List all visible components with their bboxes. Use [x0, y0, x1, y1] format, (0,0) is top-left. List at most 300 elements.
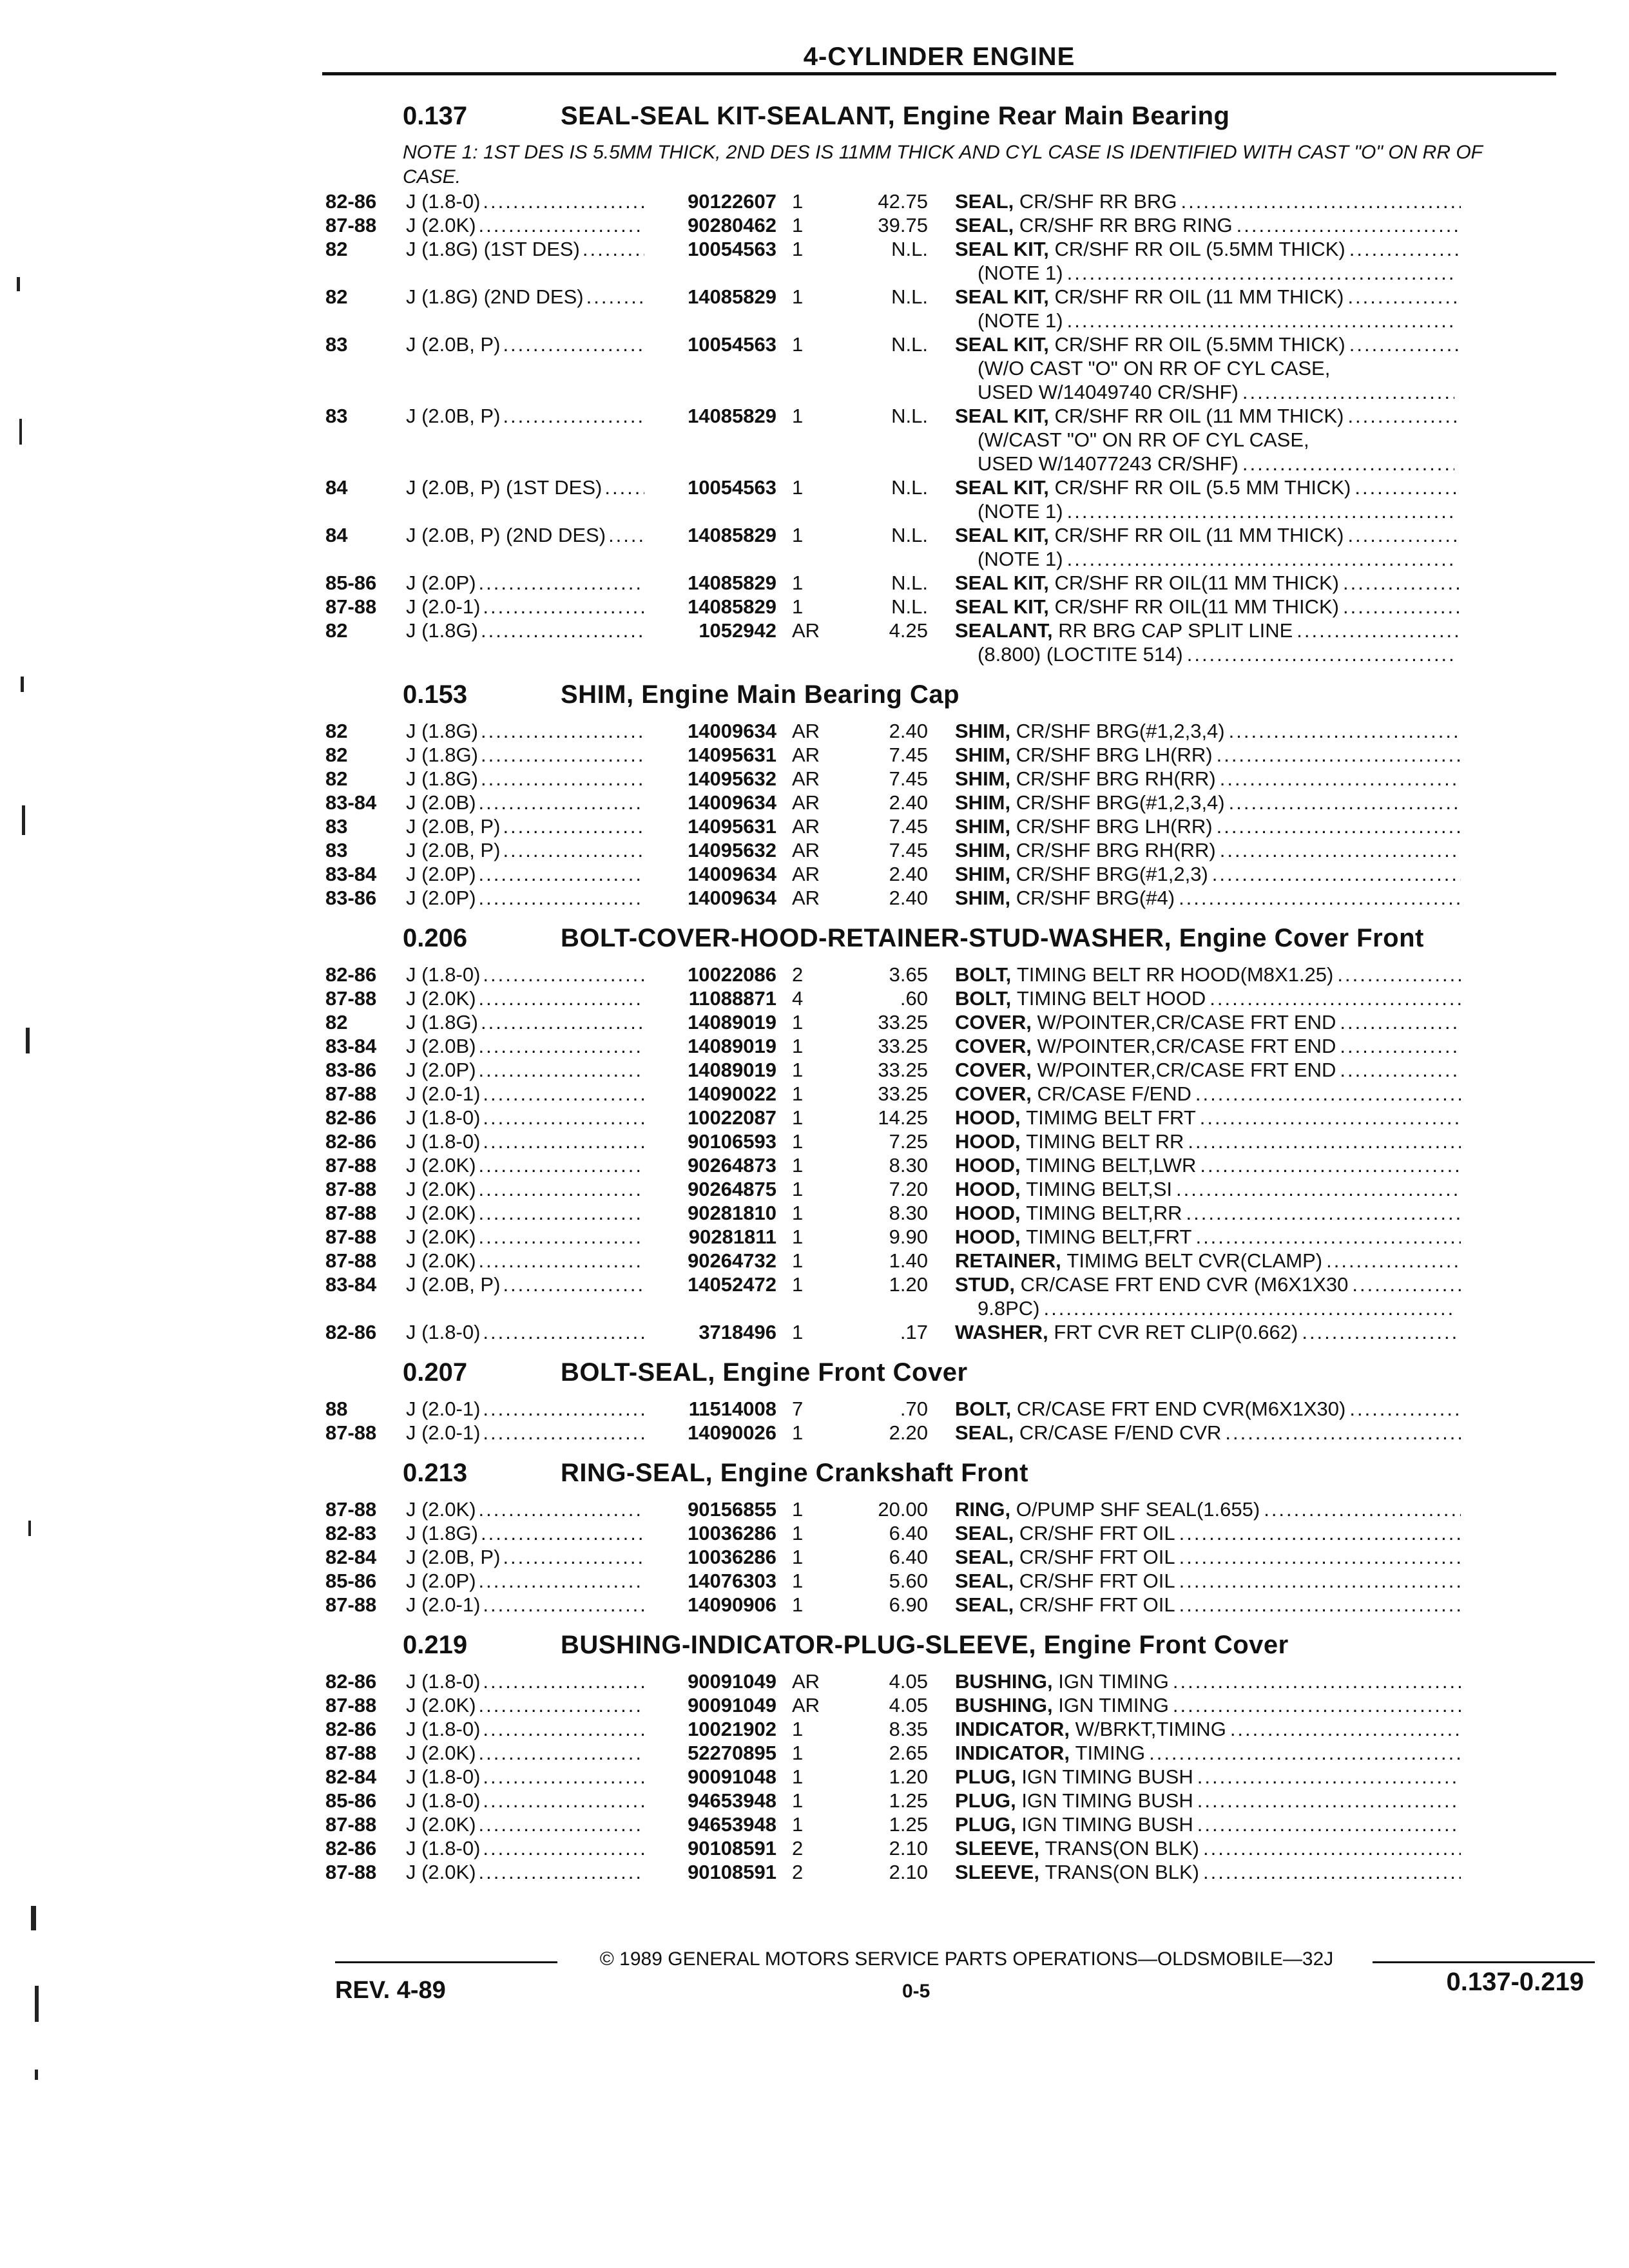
part-number: 10021902	[688, 1718, 776, 1740]
section-range: 0.137-0.219	[1446, 1968, 1584, 1996]
leader-dots	[483, 1397, 644, 1421]
model-year: 82-86	[325, 1718, 377, 1740]
leader-dots	[483, 595, 644, 619]
parts-listing	[325, 88, 1569, 1884]
leader-dots	[483, 1082, 644, 1106]
application	[406, 1836, 644, 1860]
spacer	[325, 547, 978, 571]
description	[955, 767, 1461, 791]
table-row	[325, 1545, 1569, 1569]
part-name: HOOD,	[955, 1202, 1021, 1224]
part-description: IGN TIMING BUSH	[1021, 1789, 1193, 1812]
quantity: 1	[792, 333, 804, 356]
table-row	[325, 619, 1569, 642]
price: 33.25	[878, 1082, 928, 1105]
part-name: SEAL KIT,	[955, 476, 1049, 499]
leader-dots	[1212, 862, 1461, 886]
leader-dots	[1195, 1225, 1461, 1249]
leader-dots	[1203, 1860, 1461, 1884]
part-name: INDICATOR,	[955, 1718, 1070, 1740]
price: N.L.	[891, 333, 928, 356]
part-number: 90108591	[688, 1861, 776, 1883]
leader-dots	[479, 571, 644, 595]
part-number: 11088871	[688, 987, 776, 1010]
leader-dots	[1203, 1836, 1461, 1860]
price: 2.10	[889, 1861, 928, 1883]
leader-dots	[481, 619, 644, 642]
leader-dots	[1340, 1058, 1461, 1082]
table-row	[325, 404, 1569, 428]
description-continuation	[325, 380, 1569, 404]
price: .17	[900, 1321, 928, 1343]
spacer	[325, 356, 978, 380]
price: 7.45	[889, 767, 928, 790]
leader-dots	[1229, 791, 1461, 814]
part-number: 14085829	[688, 405, 776, 427]
leader-dots	[1343, 595, 1461, 619]
part-description: CR/SHF FRT OIL	[1019, 1522, 1175, 1544]
part-number: 14085829	[688, 595, 776, 618]
model-year: 87-88	[325, 1421, 377, 1444]
quantity: 1	[792, 1249, 804, 1272]
quantity: 2	[792, 1861, 804, 1883]
model-year: 82-84	[325, 1765, 377, 1788]
model-year: 87-88	[325, 595, 377, 618]
scan-mark	[31, 1906, 36, 1930]
model-year: 82	[325, 238, 348, 260]
part-name: SEAL,	[955, 1593, 1014, 1616]
quantity: AR	[792, 887, 820, 909]
description	[955, 1693, 1461, 1717]
table-row	[325, 1034, 1569, 1058]
part-description: TIMING BELT RR HOOD(M8X1.25)	[1016, 963, 1334, 986]
leader-dots	[483, 1106, 644, 1129]
leader-dots	[479, 1201, 644, 1225]
application	[406, 1225, 644, 1249]
scan-mark	[21, 677, 24, 692]
leader-dots	[1302, 1320, 1461, 1344]
model-year: 84	[325, 476, 348, 499]
quantity: 1	[792, 1789, 804, 1812]
continuation-line: (NOTE 1)	[978, 500, 1063, 523]
section-title: SHIM, Engine Main Bearing Cap	[561, 680, 960, 709]
section-number: 0.137	[403, 102, 468, 130]
table-row	[325, 1129, 1569, 1153]
leader-dots	[483, 1789, 644, 1812]
model-year: 83-86	[325, 1059, 377, 1081]
application-code: J (1.8G)	[406, 1011, 478, 1033]
part-number: 90264732	[688, 1249, 776, 1272]
quantity: AR	[792, 720, 820, 742]
description	[955, 1521, 1461, 1545]
page-number: 0-5	[902, 1981, 930, 2002]
model-year: 83	[325, 405, 348, 427]
model-year: 82-86	[325, 1130, 377, 1153]
leader-dots	[1187, 642, 1454, 666]
part-description: FRT CVR RET CLIP(0.662)	[1054, 1321, 1298, 1343]
application-code: J (1.8G)	[406, 619, 478, 642]
application	[406, 1593, 644, 1617]
description	[955, 1129, 1461, 1153]
part-name: PLUG,	[955, 1765, 1016, 1788]
price: 6.40	[889, 1546, 928, 1568]
application-code: J (2.0B, P)	[406, 1273, 501, 1296]
price: 2.40	[889, 791, 928, 814]
application-code: J (2.0K)	[406, 1225, 476, 1248]
part-number: 14089019	[688, 1035, 776, 1057]
application	[406, 213, 644, 237]
price: 2.40	[889, 863, 928, 885]
leader-dots	[1349, 237, 1461, 261]
part-name: COVER,	[955, 1035, 1032, 1057]
table-row	[325, 476, 1569, 499]
section-title: BOLT-COVER-HOOD-RETAINER-STUD-WASHER, Engine Cover Front	[561, 924, 1424, 952]
part-description: CR/SHF RR BRG	[1019, 190, 1177, 213]
part-number: 10036286	[688, 1546, 776, 1568]
part-name: PLUG,	[955, 1813, 1016, 1836]
price: 2.40	[889, 887, 928, 909]
description	[955, 1669, 1461, 1693]
quantity: 1	[792, 1011, 804, 1033]
table-row	[325, 1521, 1569, 1545]
continuation-text	[978, 380, 1454, 404]
description	[955, 1812, 1461, 1836]
application-code: J (1.8-0)	[406, 1789, 481, 1812]
part-description: CR/SHF BRG RH(RR)	[1016, 839, 1216, 861]
leader-dots	[1179, 1593, 1461, 1617]
part-number: 3718496	[699, 1321, 776, 1343]
leader-dots	[1343, 571, 1461, 595]
table-row	[325, 1249, 1569, 1273]
continuation-line: USED W/14049740 CR/SHF)	[978, 381, 1239, 403]
part-number: 11514008	[688, 1398, 776, 1420]
price: 4.05	[889, 1670, 928, 1693]
model-year: 87-88	[325, 1178, 377, 1200]
part-name: SEAL KIT,	[955, 238, 1049, 260]
price: 7.20	[889, 1178, 928, 1200]
continuation-line: (W/O CAST "O" ON RR OF CYL CASE,	[978, 357, 1331, 380]
part-description: CR/SHF RR BRG RING	[1019, 214, 1233, 236]
quantity: 1	[792, 476, 804, 499]
quantity: 1	[792, 1742, 804, 1764]
part-number: 14009634	[688, 887, 776, 909]
application-code: J (2.0-1)	[406, 1421, 481, 1444]
price: N.L.	[891, 572, 928, 594]
model-year: 82-86	[325, 1837, 377, 1860]
application-code: J (1.8G)	[406, 1522, 478, 1544]
quantity: 7	[792, 1398, 804, 1420]
description	[955, 1569, 1461, 1593]
leader-dots	[479, 213, 644, 237]
price: 7.45	[889, 815, 928, 838]
part-description: TIMING BELT,LWR	[1026, 1154, 1197, 1177]
leader-dots	[1220, 838, 1461, 862]
part-number: 90106593	[688, 1130, 776, 1153]
application-code: J (2.0-1)	[406, 1398, 481, 1420]
application	[406, 767, 644, 791]
application-code: J (2.0P)	[406, 863, 476, 885]
leader-dots	[1179, 1545, 1461, 1569]
table-row	[325, 1397, 1569, 1421]
leader-dots	[1242, 380, 1454, 404]
description	[955, 1010, 1461, 1034]
part-number: 10054563	[688, 238, 776, 260]
quantity: 1	[792, 238, 804, 260]
leader-dots	[1326, 1249, 1461, 1273]
description	[955, 1421, 1461, 1445]
description	[955, 1789, 1461, 1812]
part-name: SHIM,	[955, 744, 1011, 766]
leader-dots	[479, 1693, 644, 1717]
table-row	[325, 1836, 1569, 1860]
application-code: J (2.0B, P)	[406, 815, 501, 838]
description	[955, 838, 1461, 862]
table-row	[325, 1082, 1569, 1106]
application-code: J (2.0P)	[406, 1570, 476, 1592]
quantity: AR	[792, 767, 820, 790]
leader-dots	[1347, 523, 1461, 547]
description	[955, 1593, 1461, 1617]
leader-dots	[479, 1249, 644, 1273]
description	[955, 1249, 1461, 1273]
part-name: SHIM,	[955, 791, 1011, 814]
leader-dots	[483, 1320, 644, 1344]
price: 33.25	[878, 1035, 928, 1057]
price: 33.25	[878, 1059, 928, 1081]
part-number: 14085829	[688, 285, 776, 308]
application	[406, 1569, 644, 1593]
part-description: TRANS(ON BLK)	[1045, 1861, 1199, 1883]
part-description: TIMIMG BELT CVR(CLAMP)	[1066, 1249, 1323, 1272]
table-row	[325, 1741, 1569, 1765]
application	[406, 1669, 644, 1693]
description	[955, 963, 1461, 986]
description	[955, 1153, 1461, 1177]
part-name: HOOD,	[955, 1178, 1021, 1200]
application	[406, 1860, 644, 1884]
leader-dots	[1149, 1741, 1461, 1765]
application	[406, 862, 644, 886]
price: 1.25	[889, 1789, 928, 1812]
part-description: CR/SHF BRG(#1,2,3,4)	[1016, 791, 1225, 814]
part-number: 14009634	[688, 863, 776, 885]
scan-mark	[22, 805, 25, 835]
application	[406, 404, 644, 428]
application	[406, 1058, 644, 1082]
price: 39.75	[878, 214, 928, 236]
application	[406, 1010, 644, 1034]
table-row	[325, 1765, 1569, 1789]
description	[955, 1741, 1461, 1765]
leader-dots	[1340, 1034, 1461, 1058]
part-name: SHIM,	[955, 767, 1011, 790]
leader-dots	[1347, 285, 1461, 309]
application	[406, 963, 644, 986]
model-year: 83-86	[325, 887, 377, 909]
table-row	[325, 886, 1569, 910]
quantity: 1	[792, 595, 804, 618]
description	[955, 1497, 1461, 1521]
description-continuation	[325, 309, 1569, 332]
part-name: PLUG,	[955, 1789, 1016, 1812]
part-description: TIMING BELT,RR	[1026, 1202, 1182, 1224]
part-number: 14090026	[688, 1421, 776, 1444]
price: 8.30	[889, 1202, 928, 1224]
model-year: 87-88	[325, 214, 377, 236]
leader-dots	[1179, 1521, 1461, 1545]
application	[406, 986, 644, 1010]
model-year: 87-88	[325, 1225, 377, 1248]
leader-dots	[1179, 886, 1461, 910]
leader-dots	[503, 332, 644, 356]
quantity: AR	[792, 839, 820, 861]
price: 1.20	[889, 1273, 928, 1296]
leader-dots	[479, 1812, 644, 1836]
leader-dots	[479, 1860, 644, 1884]
price: 6.90	[889, 1593, 928, 1616]
part-number: 10036286	[688, 1522, 776, 1544]
part-name: SEAL,	[955, 214, 1014, 236]
part-name: BUSHING,	[955, 1670, 1053, 1693]
quantity: 1	[792, 1570, 804, 1592]
part-description: CR/SHF FRT OIL	[1019, 1546, 1175, 1568]
description	[955, 814, 1461, 838]
part-name: RETAINER,	[955, 1249, 1061, 1272]
continuation-line: (NOTE 1)	[978, 309, 1063, 332]
description	[955, 1836, 1461, 1860]
scan-mark	[35, 1986, 39, 2022]
application	[406, 1789, 644, 1812]
continuation-line: 9.8PC)	[978, 1297, 1040, 1320]
scan-mark	[19, 419, 22, 445]
part-number: 14089019	[688, 1011, 776, 1033]
section-heading	[325, 680, 1569, 719]
quantity: AR	[792, 791, 820, 814]
description	[955, 571, 1461, 595]
part-description: TIMING BELT,SI	[1026, 1178, 1173, 1200]
table-row	[325, 1058, 1569, 1082]
part-description: TIMING BELT,FRT	[1026, 1225, 1192, 1248]
application-code: J (1.8-0)	[406, 1130, 481, 1153]
application-code: J (2.0B, P)	[406, 839, 501, 861]
model-year: 82-86	[325, 190, 377, 213]
part-number: 14095632	[688, 767, 776, 790]
continuation-text	[978, 309, 1454, 332]
leader-dots	[483, 1765, 644, 1789]
continuation-text	[978, 547, 1454, 571]
price: N.L.	[891, 285, 928, 308]
header-rule	[322, 72, 1556, 75]
continuation-text	[978, 356, 1454, 380]
application	[406, 1693, 644, 1717]
leader-dots	[1296, 619, 1461, 642]
price: 42.75	[878, 190, 928, 213]
part-number: 90108591	[688, 1837, 776, 1860]
price: 4.25	[889, 619, 928, 642]
application	[406, 619, 644, 642]
description-continuation	[325, 1296, 1569, 1320]
leader-dots	[479, 1034, 644, 1058]
description	[955, 285, 1461, 309]
leader-dots	[481, 719, 644, 743]
model-year: 84	[325, 524, 348, 546]
part-number: 14095631	[688, 815, 776, 838]
application-code: J (2.0K)	[406, 1861, 476, 1883]
leader-dots	[1200, 1153, 1461, 1177]
part-number: 90091049	[688, 1670, 776, 1693]
model-year: 83	[325, 839, 348, 861]
part-name: BOLT,	[955, 963, 1012, 986]
model-year: 87-88	[325, 1202, 377, 1224]
quantity: 2	[792, 963, 804, 986]
application	[406, 814, 644, 838]
application-code: J (1.8G)	[406, 720, 478, 742]
price: 6.40	[889, 1522, 928, 1544]
section-number: 0.207	[403, 1358, 468, 1387]
description	[955, 1106, 1461, 1129]
description	[955, 476, 1461, 499]
application-code: J (1.8G)	[406, 744, 478, 766]
scan-mark	[35, 2070, 38, 2080]
quantity: 1	[792, 1035, 804, 1057]
table-row	[325, 862, 1569, 886]
quantity: AR	[792, 1670, 820, 1693]
application	[406, 1765, 644, 1789]
leader-dots	[479, 1177, 644, 1201]
model-year: 82	[325, 720, 348, 742]
section-note: NOTE 1: 1ST DES IS 5.5MM THICK, 2ND DES IS 11MM THICK AND CYL CASE IS IDENTIFIED WITH CAST "O" ON RR OF CASE.	[403, 142, 1483, 187]
table-row	[325, 838, 1569, 862]
continuation-line: USED W/14077243 CR/SHF)	[978, 452, 1239, 475]
price: 33.25	[878, 1011, 928, 1033]
application	[406, 1129, 644, 1153]
leader-dots	[1354, 476, 1461, 499]
application-code: J (1.8-0)	[406, 1321, 481, 1343]
part-name: SEAL KIT,	[955, 524, 1049, 546]
leader-dots	[483, 1717, 644, 1741]
application-code: J (2.0B, P) (1ST DES)	[406, 476, 602, 499]
application-code: J (1.8-0)	[406, 1765, 481, 1788]
scan-mark	[17, 277, 20, 291]
leader-dots	[1173, 1669, 1461, 1693]
table-row	[325, 1569, 1569, 1593]
price: 4.05	[889, 1694, 928, 1716]
part-description: W/POINTER,CR/CASE FRT END	[1037, 1059, 1336, 1081]
application-code: J (1.8G) (2ND DES)	[406, 285, 584, 308]
part-name: SEAL,	[955, 1570, 1014, 1592]
part-number: 14085829	[688, 524, 776, 546]
price: 7.45	[889, 744, 928, 766]
section-heading	[325, 1358, 1569, 1397]
quantity: 1	[792, 1225, 804, 1248]
leader-dots	[1349, 332, 1461, 356]
quantity: 1	[792, 1202, 804, 1224]
part-name: SHIM,	[955, 815, 1011, 838]
leader-dots	[1225, 1421, 1461, 1445]
part-description: CR/SHF BRG(#4)	[1016, 887, 1175, 909]
description	[955, 189, 1461, 213]
leader-dots	[1197, 1812, 1461, 1836]
leader-dots	[1176, 1177, 1461, 1201]
table-row	[325, 1669, 1569, 1693]
quantity: 1	[792, 214, 804, 236]
quantity: 1	[792, 1273, 804, 1296]
model-year: 82-86	[325, 1106, 377, 1129]
leader-dots	[483, 1593, 644, 1617]
description-continuation	[325, 547, 1569, 571]
leader-dots	[479, 1153, 644, 1177]
description	[955, 743, 1461, 767]
